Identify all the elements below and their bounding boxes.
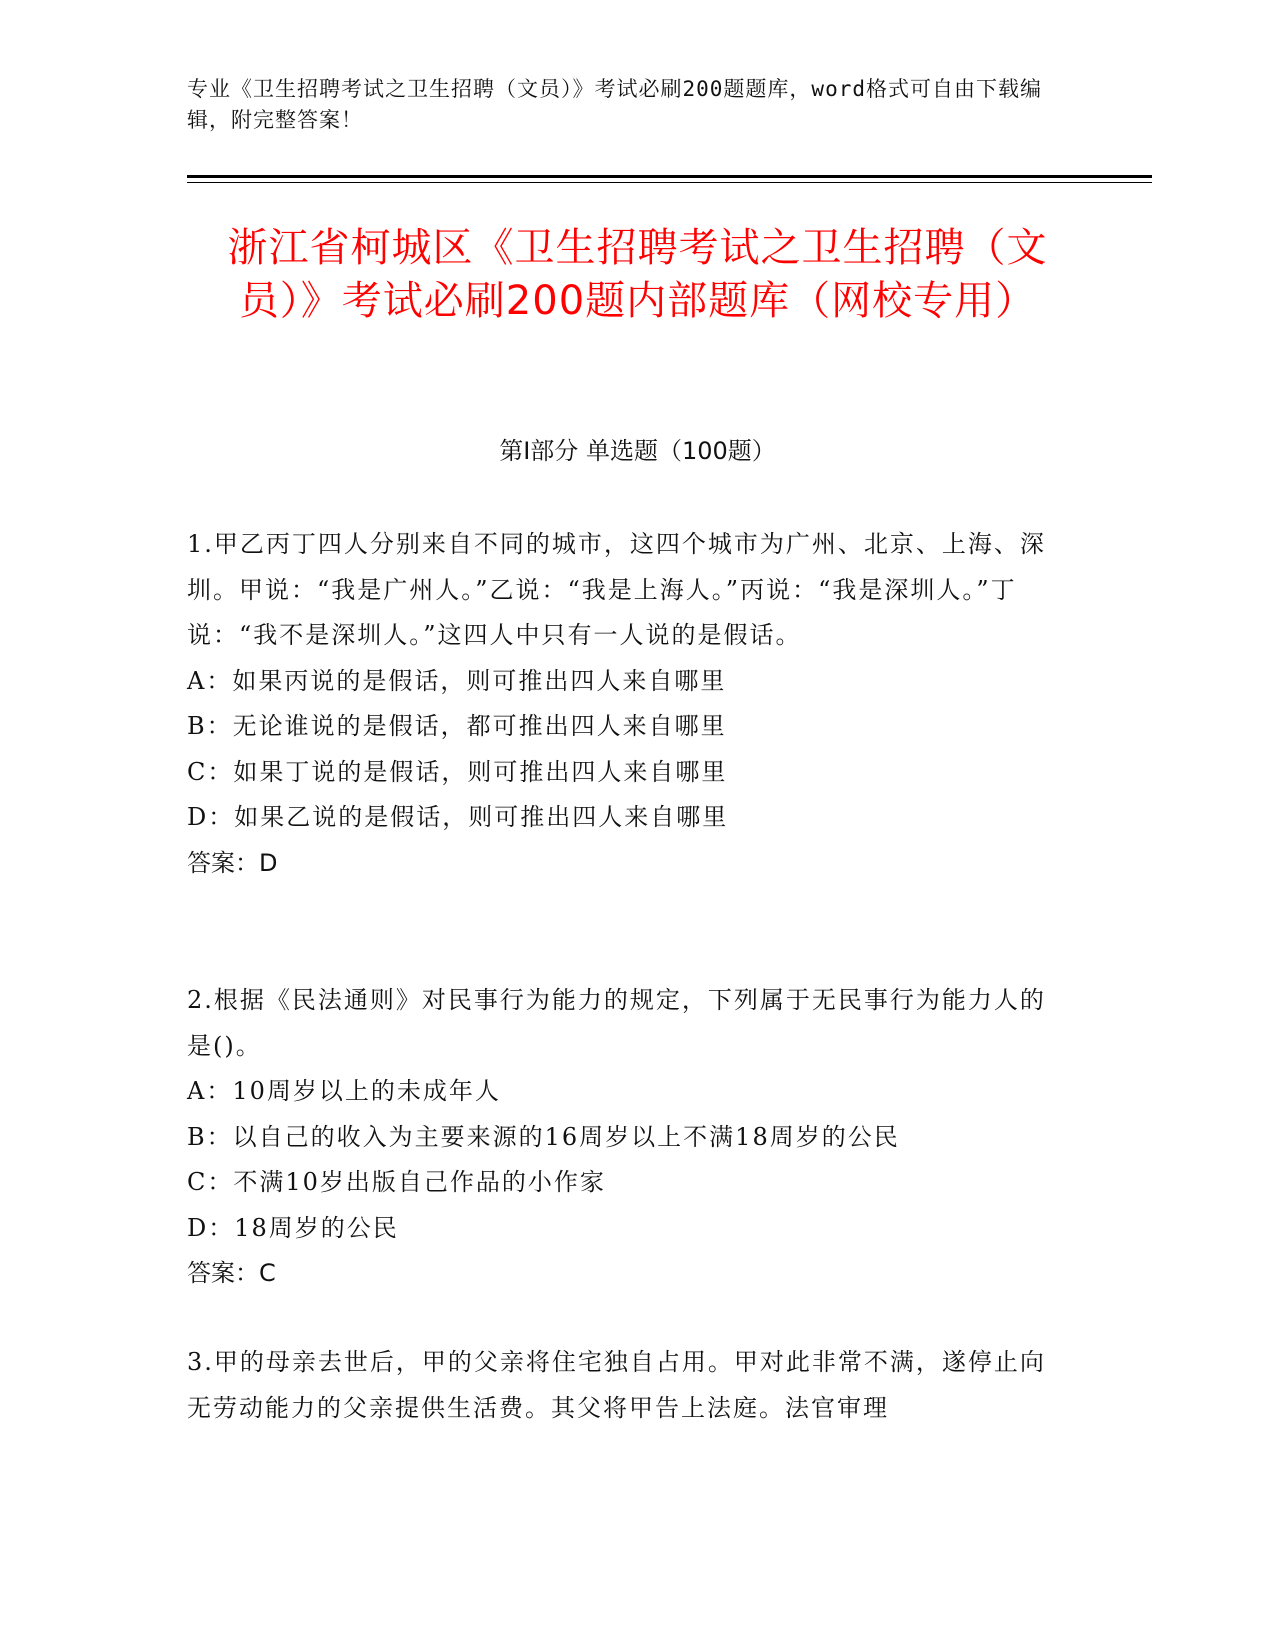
option-c: C：如果丁说的是假话，则可推出四人来自哪里 — [187, 757, 728, 786]
question-1 — [187, 522, 1067, 886]
question-stem: 2.根据《民法通则》对民事行为能力的规定，下列属于无民事行为能力人的是()。 — [187, 986, 1046, 1060]
section-title: 第I部分 单选题（100题） — [499, 437, 776, 465]
option-a: A：如果丙说的是假话，则可推出四人来自哪里 — [187, 666, 727, 695]
question-stem: 1.甲乙丙丁四人分别来自不同的城市，这四个城市为广州、北京、上海、深圳。甲说：“我是广州人。”乙说：“我是上海人。”丙说：“我是深圳人。”丁说：“我不是深圳人。”这四人中只有一人说的是假话。 — [187, 530, 1046, 649]
option-a: A：10周岁以上的未成年人 — [187, 1077, 501, 1105]
option-b: B：以自己的收入为主要来源的16周岁以上不满18周岁的公民 — [187, 1122, 900, 1151]
option-c: C：不满10岁出版自己作品的小作家 — [187, 1168, 606, 1196]
option-d: D：如果乙说的是假话，则可推出四人来自哪里 — [187, 803, 729, 831]
answer: 答案：C — [187, 1259, 276, 1287]
header-note: 专业《卫生招聘考试之卫生招聘（文员）》考试必刷200题题库，word格式可自由下载编辑，附完整答案！ — [187, 77, 1042, 132]
answer: 答案：D — [187, 848, 278, 877]
question-stem: 3.甲的母亲去世后，甲的父亲将住宅独自占用。甲对此非常不满，遂停止向无劳动能力的父亲提供生活费。其父将甲告上法庭。法官审理 — [187, 1348, 1046, 1422]
question-2 — [187, 978, 1067, 1297]
header-divider-thin — [187, 182, 1152, 183]
question-3 — [187, 1340, 1067, 1431]
option-d: D：18周岁的公民 — [187, 1213, 399, 1242]
document-title: 浙江省柯城区《卫生招聘考试之卫生招聘（文员）》考试必刷200题内部题库（网校专用） — [227, 225, 1048, 324]
header-divider-thick — [187, 175, 1152, 178]
option-b: B：无论谁说的是假话，都可推出四人来自哪里 — [187, 712, 727, 740]
